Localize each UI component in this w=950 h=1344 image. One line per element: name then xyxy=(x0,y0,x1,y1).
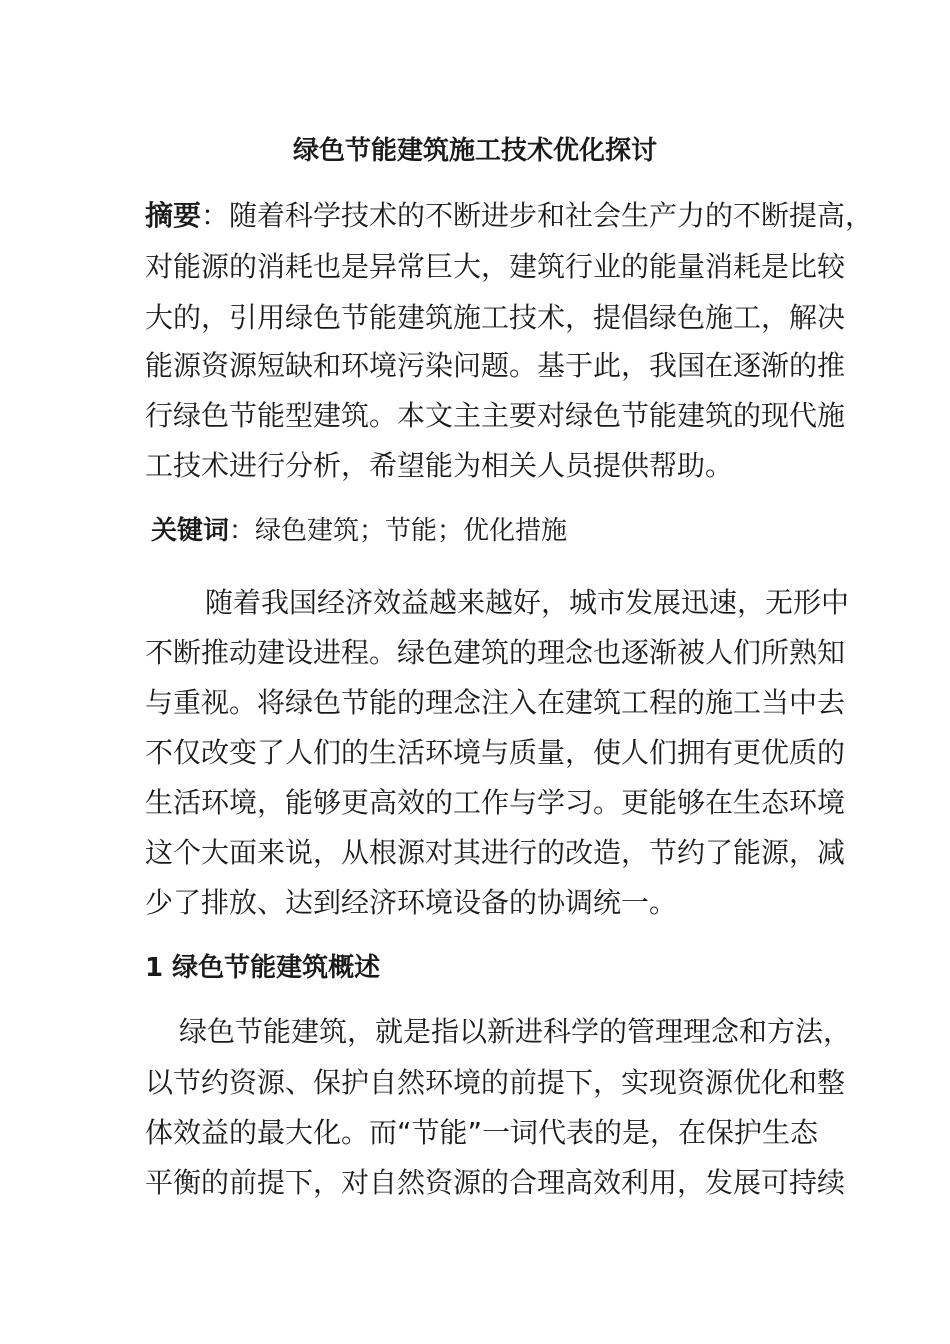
intro-line-2: 不断推动建设进程。绿色建筑的理念也逐渐被人们所熟知 xyxy=(145,636,846,669)
abstract-line-4: 能源资源短缺和环境污染问题。基于此，我国在逐渐的推 xyxy=(145,349,846,382)
keywords-label: 关键词 xyxy=(151,516,230,546)
section-1-heading: 1 绿色节能建筑概述 xyxy=(145,953,381,983)
keywords-text: ：绿色建筑；节能；优化措施 xyxy=(229,516,568,546)
section-1-line-1: 绿色节能建筑，就是指以新进科学的管理理念和方法， xyxy=(179,1015,852,1048)
section-1-line-4: 平衡的前提下，对自然资源的合理高效利用，发展可持续 xyxy=(145,1166,846,1199)
intro-line-1: 随着我国经济效益越来越好，城市发展迅速，无形中 xyxy=(205,586,850,619)
abstract-line-5: 行绿色节能型建筑。本文主主要对绿色节能建筑的现代施 xyxy=(145,399,846,432)
abstract-line-2: 对能源的消耗也是异常巨大，建筑行业的能量消耗是比较 xyxy=(145,250,846,283)
abstract-line-3: 大的，引用绿色节能建筑施工技术，提倡绿色施工，解决 xyxy=(145,301,846,334)
intro-line-4: 不仅改变了人们的生活环境与质量，使人们拥有更优质的 xyxy=(145,736,846,769)
document-title: 绿色节能建筑施工技术优化探讨 xyxy=(292,136,657,166)
section-1-line-3: 体效益的最大化。而“节能”一词代表的是，在保护生态 xyxy=(145,1116,819,1149)
abstract-label: 摘要 xyxy=(145,199,202,232)
intro-line-5: 生活环境，能够更高效的工作与学习。更能够在生态环境 xyxy=(145,786,846,819)
abstract-line-1 xyxy=(145,196,873,236)
abstract-text: ：随着科学技术的不断进步和社会生产力的不断提高， xyxy=(201,199,874,232)
section-1-line-2: 以节约资源、保护自然环境的前提下，实现资源优化和整 xyxy=(145,1066,846,1099)
abstract-line-6: 工技术进行分析，希望能为相关人员提供帮助。 xyxy=(145,449,734,482)
intro-line-6: 这个大面来说，从根源对其进行的改造，节约了能源，减 xyxy=(145,836,846,869)
keywords-line xyxy=(151,511,567,551)
intro-line-3: 与重视。将绿色节能的理念注入在建筑工程的施工当中去 xyxy=(145,686,846,719)
intro-line-7: 少了排放、达到经济环境设备的协调统一。 xyxy=(145,886,678,919)
